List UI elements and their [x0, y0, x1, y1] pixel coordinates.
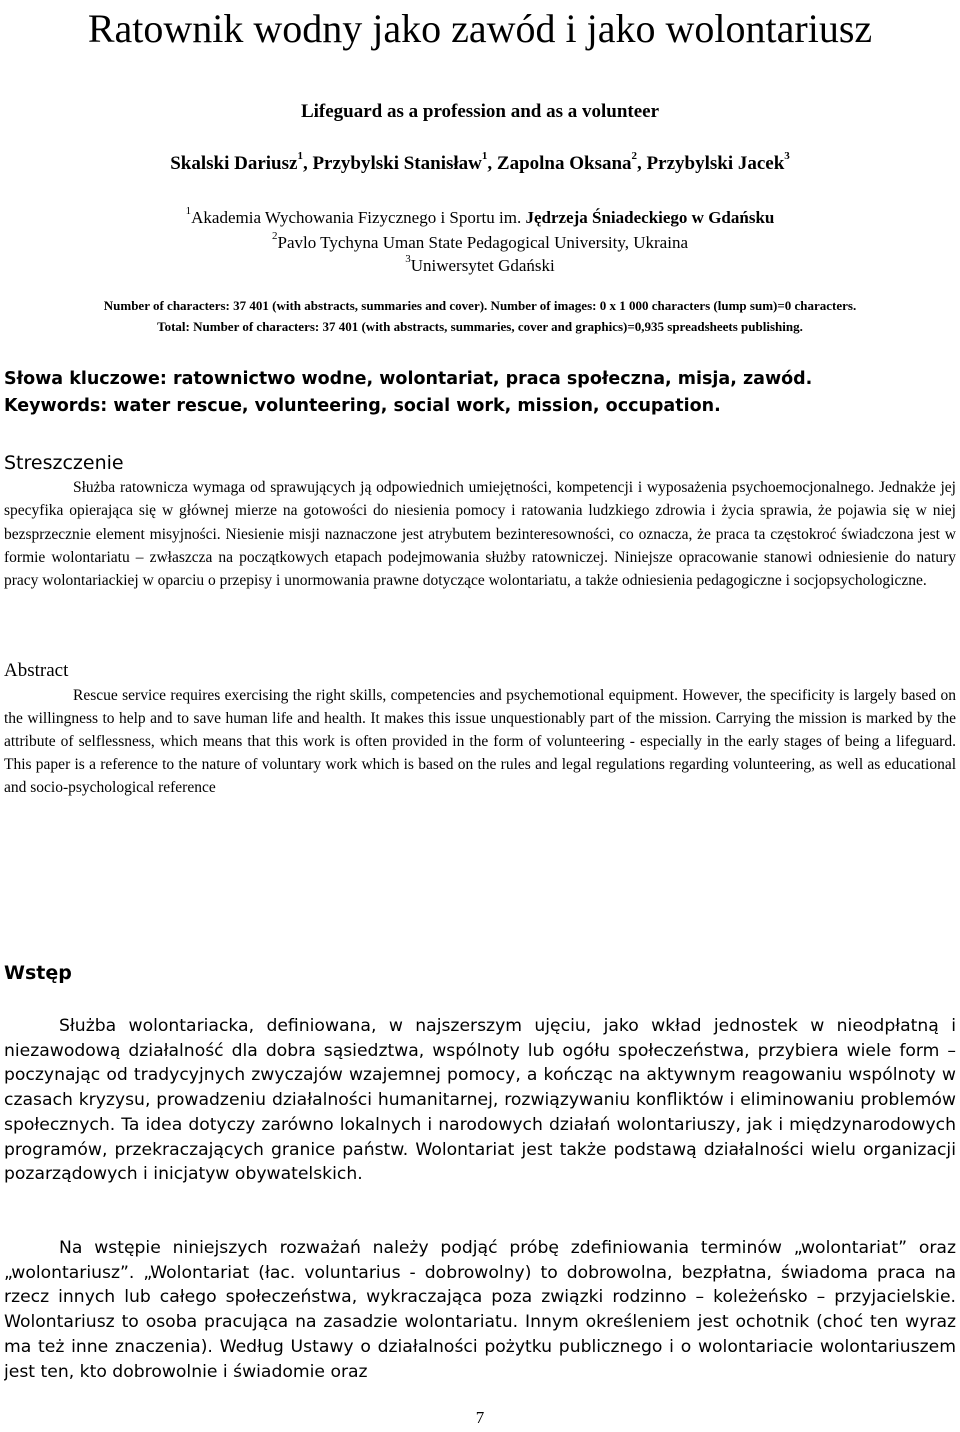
abstract-heading: Abstract — [4, 660, 69, 681]
author-affiliation-mark: 1 — [297, 150, 303, 162]
affiliation-number: 2 — [272, 230, 278, 242]
author-name: Zapolna Oksana — [496, 153, 632, 174]
wstep-heading: Wstęp — [4, 962, 72, 984]
wstep-paragraph-2: Na wstępie niniejszych rozważań należy podjąć próbę zdefiniowania terminów „wolontariat” oraz „wolontariusz”. „Wolontariat (łac. voluntarius - dobrowolny) to dobrowolna, bezpłatna, świadoma praca na rzecz innych lub całego społeczeństwa, wykraczająca poza związki rodzinno – koleżeńsko – przyjacielskie. Wolontariusz to osoba pracująca na zasadzie wolontariatu. Innym określeniem jest ochotnik (choć ten wyraz ma też inne znaczenia). Według Ustawy o działalności pożytku publicznego i o wolontariacie wolontariuszem jest ten, kto dobrowolnie i świadomie oraz — [4, 1238, 956, 1382]
paper-title: Ratownik wodny jako zawód i jako wolontariusz — [87, 6, 873, 51]
affiliation-text: Akademia Wychowania Fizycznego i Sportu im. — [191, 208, 526, 227]
keywords-english: Keywords: water rescue, volunteering, social work, mission, occupation. — [4, 396, 721, 416]
wstep-paragraph-1: Służba wolontariacka, definiowana, w najszerszym ujęciu, jako wkład jednostek w nieodpłatną i niezawodową działalność dla dobra sąsiedztwa, wspólnoty lub ogółu społeczeństwa, przybiera wiele form – poczynając od tradycyjnych zwyczajów wzajemnej pomocy, a kończąc na aktywnym reagowaniu wspólnoty w czasach kryzysu, prowadzeniu działalności humanitarnej, rozwiązywaniu konfliktów i eliminowaniu problemów społecznych. Ta idea dotyczy zarówno lokalnych i narodowych działań wolontariuszy, jak i międzynarodowych programów, przekraczających granice państw. Wolontariat jest także podstawą działalności wielu organizacji pozarządowych i inicjatyw obywatelskich. — [4, 1016, 956, 1185]
affiliation-1 — [0, 205, 960, 228]
streszczenie-heading: Streszczenie — [4, 452, 124, 474]
affiliation-text: Pavlo Tychyna Uman State Pedagogical University, Ukraina — [277, 233, 688, 252]
affiliation-number: 3 — [405, 253, 411, 265]
abstract-paragraph: Rescue service requires exercising the right skills, competencies and psychemotional equipment. However, the specificity is largely based on the willingness to help and to save human life and health. It makes this issue unquestionably part of the mission. Carrying the mission is marked by the attribute of selflessness, which means that this work is often provided in the form of volunteering - especially in the early stages of being a lifeguard. This paper is a reference to the nature of voluntary work which is based on the rules and legal regulations regarding volunteering, as well as educational and socio-psychological reference — [4, 687, 956, 797]
paper-subtitle: Lifeguard as a profession and as a volunteer — [300, 101, 660, 122]
affiliation-text: Jędrzeja Śniadeckiego w Gdańsku — [525, 208, 775, 227]
character-count-line: Number of characters: 37 401 (with abstracts, summaries and cover). Number of images: 0 x 1 000 characters (lump sum)=0 characters. — [103, 298, 857, 313]
author-name: Przybylski Stanisław — [312, 153, 482, 174]
affiliation-number: 1 — [185, 205, 192, 217]
affiliation-3 — [0, 253, 960, 276]
author-affiliation-mark: 3 — [784, 150, 790, 162]
keywords-polish: Słowa kluczowe: ratownictwo wodne, wolontariat, praca społeczna, misja, zawód. — [4, 369, 813, 389]
page-number: 7 — [475, 1408, 485, 1427]
author-affiliation-mark: 1 — [481, 150, 488, 162]
affiliation-2 — [0, 230, 960, 253]
author-name: Skalski Dariusz — [170, 153, 298, 174]
streszczenie-paragraph: Służba ratownicza wymaga od sprawujących ją odpowiednich umiejętności, kompetencji i wyposażenia psychoemocjonalnego. Jednakże jej specyfika opierająca się w głównej mierze na gotowości do niesienia pomocy i ratowania ludzkiego zdrowia i życia sprawia, że pojawia się w niej bezsprzecznie element misyjności. Niesienie misji naznaczone jest atrybutem bezinteresowności, co oznacza, że praca ta częstokroć świadczona jest w formie wolontariatu – zwłaszcza na początkowych etapach podejmowania służby ratowniczej. Niniejsze opracowanie stanowi odniesienie do natury pracy wolontariackiej w oparciu o przepisy i unormowania prawne dotyczące wolontariatu, a także odniesienia pedagogiczne i socjopsychologiczne. — [4, 479, 956, 590]
character-total-line: Total: Number of characters: 37 401 (with abstracts, summaries, cover and graphics)=0,935 spreadsheets publishing. — [157, 319, 803, 334]
author-affiliation-mark: 2 — [631, 150, 638, 162]
author-list: Skalski Dariusz$^1$, Przybylski Stanisław$^1$, Zapolna Oksana$^2$, Przybylski Jacek$^3$ — [170, 150, 790, 174]
affiliation-text: Uniwersytet Gdański — [410, 256, 555, 275]
author-name: Przybylski Jacek — [646, 153, 785, 174]
